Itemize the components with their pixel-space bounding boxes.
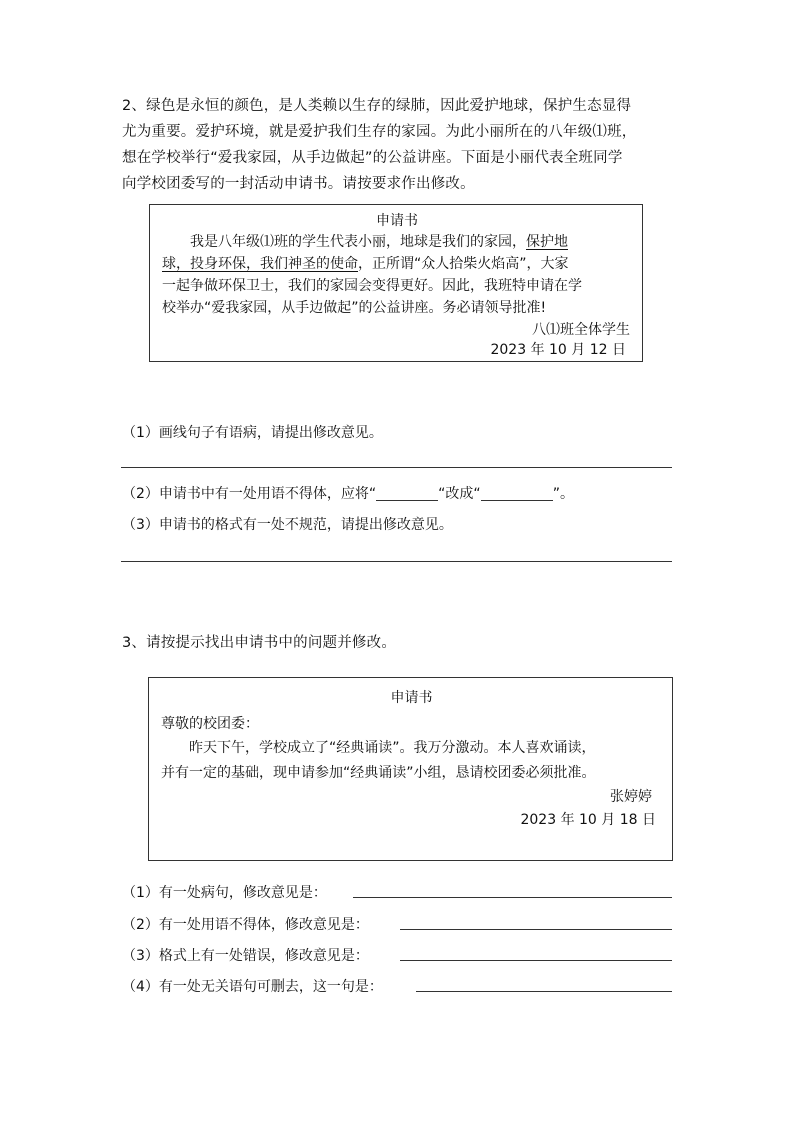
q2-sub-question-2-text-c: ”。: [552, 486, 574, 502]
q2-letter-date: 2023 年 10 月 12 日: [490, 342, 626, 358]
q3-letter-date: 2023 年 10 月 18 日: [520, 812, 656, 828]
q2-intro-line-1: 2、绿色是永恒的颜色，是人类赖以生存的绿肺，因此爱护地球，保护生态显得: [122, 98, 632, 114]
q3-answer-line-1[interactable]: [353, 897, 672, 898]
q2-sub-question-2: [122, 483, 574, 503]
q2-underlined-sentence-part-1: 保护地: [526, 234, 568, 250]
q3-letter-box: [148, 677, 673, 861]
q3-letter-line-1: 昨天下午，学校成立了“经典诵读”。我万分激动。本人喜欢诵读，: [189, 740, 596, 756]
q3-answer-line-3[interactable]: [400, 960, 672, 961]
q2-sub-question-1: （1）画线句子有语病，请提出修改意见。: [122, 425, 383, 441]
q2-letter-line-2: [162, 254, 569, 274]
q2-intro-line-4: 向学校团委写的一封活动申请书。请按要求作出修改。: [122, 176, 475, 192]
q2-intro-line-2: 尤为重要。爱护环境，就是爱护我们生存的家园。为此小丽所在的八年级⑴班，: [122, 124, 637, 140]
q3-item-4: （4）有一处无关语句可删去，这一句是：: [122, 979, 383, 995]
q2-sub-question-2-text-a: （2）申请书中有一处用语不得体，应将“: [122, 486, 377, 502]
q3-item-1: （1）有一处病句，修改意见是：: [122, 885, 327, 901]
q3-letter-salutation: 尊敬的校团委：: [161, 716, 259, 732]
q2-letter-line-1: [190, 232, 568, 252]
q2-blank-revised-phrase[interactable]: [481, 486, 553, 501]
q2-letter-line-4: 校举办“爱我家园，从手边做起”的公益讲座。务必请领导批准!: [162, 300, 547, 316]
q2-blank-original-phrase[interactable]: [376, 486, 438, 501]
q2-letter-title: 申请书: [376, 213, 418, 229]
q3-letter-title: 申请书: [390, 690, 433, 706]
q3-answer-line-4[interactable]: [416, 991, 672, 992]
q2-letter-signature: 八⑴班全体学生: [532, 322, 630, 338]
q2-letter-line-3: 一起争做环保卫士，我们的家园会变得更好。因此，我班特申请在学: [162, 278, 582, 294]
q2-sub-question-2-text-b: “改成“: [438, 486, 481, 502]
q2-intro-line-3: 想在学校举行“爱我家园，从手边做起”的公益讲座。下面是小丽代表全班同学: [122, 150, 623, 166]
q2-answer-line-3[interactable]: [121, 561, 672, 562]
q3-intro: 3、请按提示找出申请书中的问题并修改。: [122, 635, 397, 651]
q2-sub-question-3: （3）申请书的格式有一处不规范，请提出修改意见。: [122, 517, 453, 533]
q2-letter-box: [149, 204, 643, 362]
q3-letter-signature: 张婷婷: [610, 789, 652, 805]
q2-answer-line-1[interactable]: [121, 467, 672, 468]
q3-item-2: （2）有一处用语不得体，修改意见是：: [122, 917, 369, 933]
q2-letter-line-2-text: ，正所谓“众人拾柴火焰高”，大家: [358, 256, 569, 272]
q3-letter-line-2: 并有一定的基础，现申请参加“经典诵读”小组，恳请校团委必须批准。: [161, 765, 596, 781]
q3-item-3: （3）格式上有一处错误，修改意见是：: [122, 948, 369, 964]
q3-answer-line-2[interactable]: [400, 929, 672, 930]
q2-underlined-sentence-part-2: 球，投身环保，我们神圣的使命: [162, 256, 358, 272]
q2-letter-line-1-text: 我是八年级⑴班的学生代表小丽，地球是我们的家园，: [190, 234, 526, 250]
